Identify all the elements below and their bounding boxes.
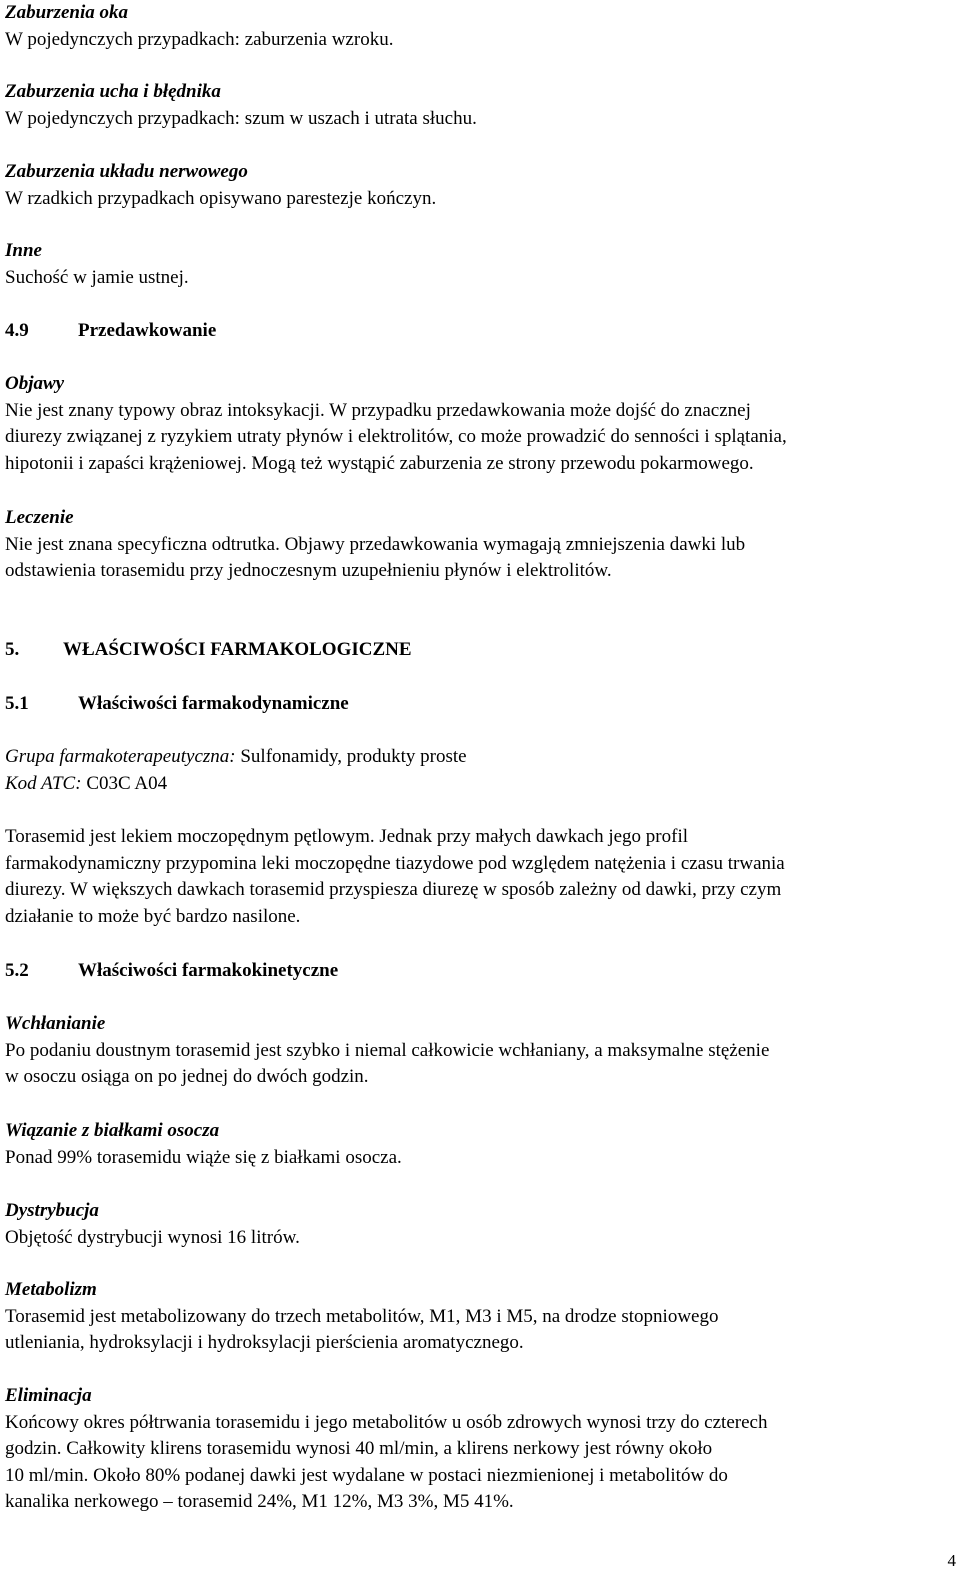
section-number: 5.1 (5, 693, 29, 714)
section-nervous-disorders (5, 159, 955, 212)
subsection-absorption (5, 1011, 955, 1091)
pharmacotherapeutic-group (5, 744, 955, 797)
paragraph-line: odstawienia torasemidu przy jednoczesnym uzupełnieniu płynów i elektrolitów. (5, 560, 612, 581)
atc-label: Kod ATC: (5, 772, 82, 794)
section-heading: Zaburzenia ucha i błędnika (5, 81, 221, 102)
paragraph-line: Po podaniu doustnym torasemid jest szybko i niemal całkowicie wchłaniany, a maksymalne stężenie (5, 1039, 770, 1061)
paragraph-line: w osoczu osiąga on po jednej do dwóch godzin. (5, 1066, 369, 1087)
subsection-heading: Leczenie (5, 507, 74, 528)
section-title: Właściwości farmakodynamiczne (78, 693, 349, 714)
paragraph: Suchość w jamie ustnej. (5, 266, 189, 288)
section-heading: Zaburzenia oka (5, 2, 128, 23)
paragraph-line: 10 ml/min. Około 80% podanej dawki jest wydalane w postaci niezmienionej i metabolitów do (5, 1464, 728, 1486)
paragraph: Objętość dystrybucji wynosi 16 litrów. (5, 1226, 300, 1248)
paragraph-line: działanie to może być bardzo nasilone. (5, 905, 301, 927)
section-title: Przedawkowanie (78, 320, 217, 341)
section-number: 5.2 (5, 960, 29, 981)
paragraph-line: diurezy związanej z ryzykiem utraty płynów i elektrolitów, co może prowadzić do senności i splątania, (5, 426, 787, 447)
paragraph-line: farmakodynamiczny przypomina leki moczopędne tiazydowe pod względem natężenia i czasu trwania (5, 852, 785, 874)
subsection-symptoms (5, 371, 955, 477)
page-number: 4 (947, 1551, 956, 1570)
paragraph-line: kanalika nerkowego – torasemid 24%, M1 12%, M3 3%, M5 41%. (5, 1491, 514, 1512)
paragraph-line: Nie jest znana specyficzna odtrutka. Objawy przedawkowania wymagają zmniejszenia dawki lub (5, 533, 746, 555)
heading-5-1 (5, 691, 955, 718)
subsection-heading: Objawy (5, 373, 65, 394)
heading-5 (5, 637, 955, 664)
paragraph-line: godzin. Całkowity klirens torasemidu wynosi 40 ml/min, a klirens nerkowy jest równy około (5, 1438, 713, 1459)
paragraph-line: Końcowy okres półtrwania torasemidu i jego metabolitów u osób zdrowych wynosi trzy do czterech (5, 1411, 768, 1433)
section-other (5, 238, 955, 291)
heading-4-9 (5, 318, 955, 345)
paragraph: W pojedynczych przypadkach: szum w uszach i utrata słuchu. (5, 107, 477, 129)
subsection-elimination (5, 1383, 955, 1516)
paragraph: W pojedynczych przypadkach: zaburzenia wzroku. (5, 28, 394, 50)
subsection-treatment (5, 505, 955, 585)
subsection-heading: Eliminacja (5, 1385, 92, 1406)
subsection-heading: Wiązanie z białkami osocza (5, 1120, 220, 1141)
paragraph-line: Nie jest znany typowy obraz intoksykacji. W przypadku przedawkowania może dojść do znacznej (5, 399, 751, 421)
section-heading: Zaburzenia układu nerwowego (5, 161, 248, 182)
subsection-protein-binding (5, 1118, 955, 1171)
section-heading: Inne (5, 240, 42, 261)
section-eye-disorders (5, 0, 955, 53)
section-number: 4.9 (5, 320, 29, 341)
paragraph-line: Torasemid jest metabolizowany do trzech metabolitów, M1, M3 i M5, na drodze stopniowego (5, 1305, 719, 1327)
paragraph-line: diurezy. W większych dawkach torasemid przyspiesza diurezę w sposób zależny od dawki, przy czym (5, 879, 782, 900)
subsection-metabolism (5, 1277, 955, 1357)
atc-value: C03C A04 (81, 772, 168, 794)
paragraph: Ponad 99% torasemidu wiąże się z białkami osocza. (5, 1146, 402, 1168)
group-value: Sulfonamidy, produkty proste (235, 746, 467, 767)
subsection-heading: Metabolizm (5, 1279, 97, 1300)
subsection-heading: Wchłanianie (5, 1013, 106, 1034)
heading-5-2 (5, 958, 955, 985)
section-title: Właściwości farmakokinetyczne (78, 960, 339, 981)
subsection-heading: Dystrybucja (5, 1200, 99, 1221)
section-number: 5. (5, 639, 20, 660)
subsection-distribution (5, 1198, 955, 1251)
group-label: Grupa farmakoterapeutyczna: (5, 746, 236, 767)
section-title: WŁAŚCIWOŚCI FARMAKOLOGICZNE (63, 639, 412, 660)
pharmacodynamics-paragraph (5, 824, 955, 930)
section-ear-disorders (5, 79, 955, 132)
paragraph-line: utleniania, hydroksylacji i hydroksylacji pierścienia aromatycznego. (5, 1332, 524, 1353)
paragraph-line: hipotonii i zapaści krążeniowej. Mogą też wystąpić zaburzenia ze strony przewodu pokarmowego. (5, 452, 754, 474)
paragraph-line: Torasemid jest lekiem moczopędnym pętlowym. Jednak przy małych dawkach jego profil (5, 826, 688, 847)
paragraph: W rzadkich przypadkach opisywano parestezje kończyn. (5, 187, 437, 209)
